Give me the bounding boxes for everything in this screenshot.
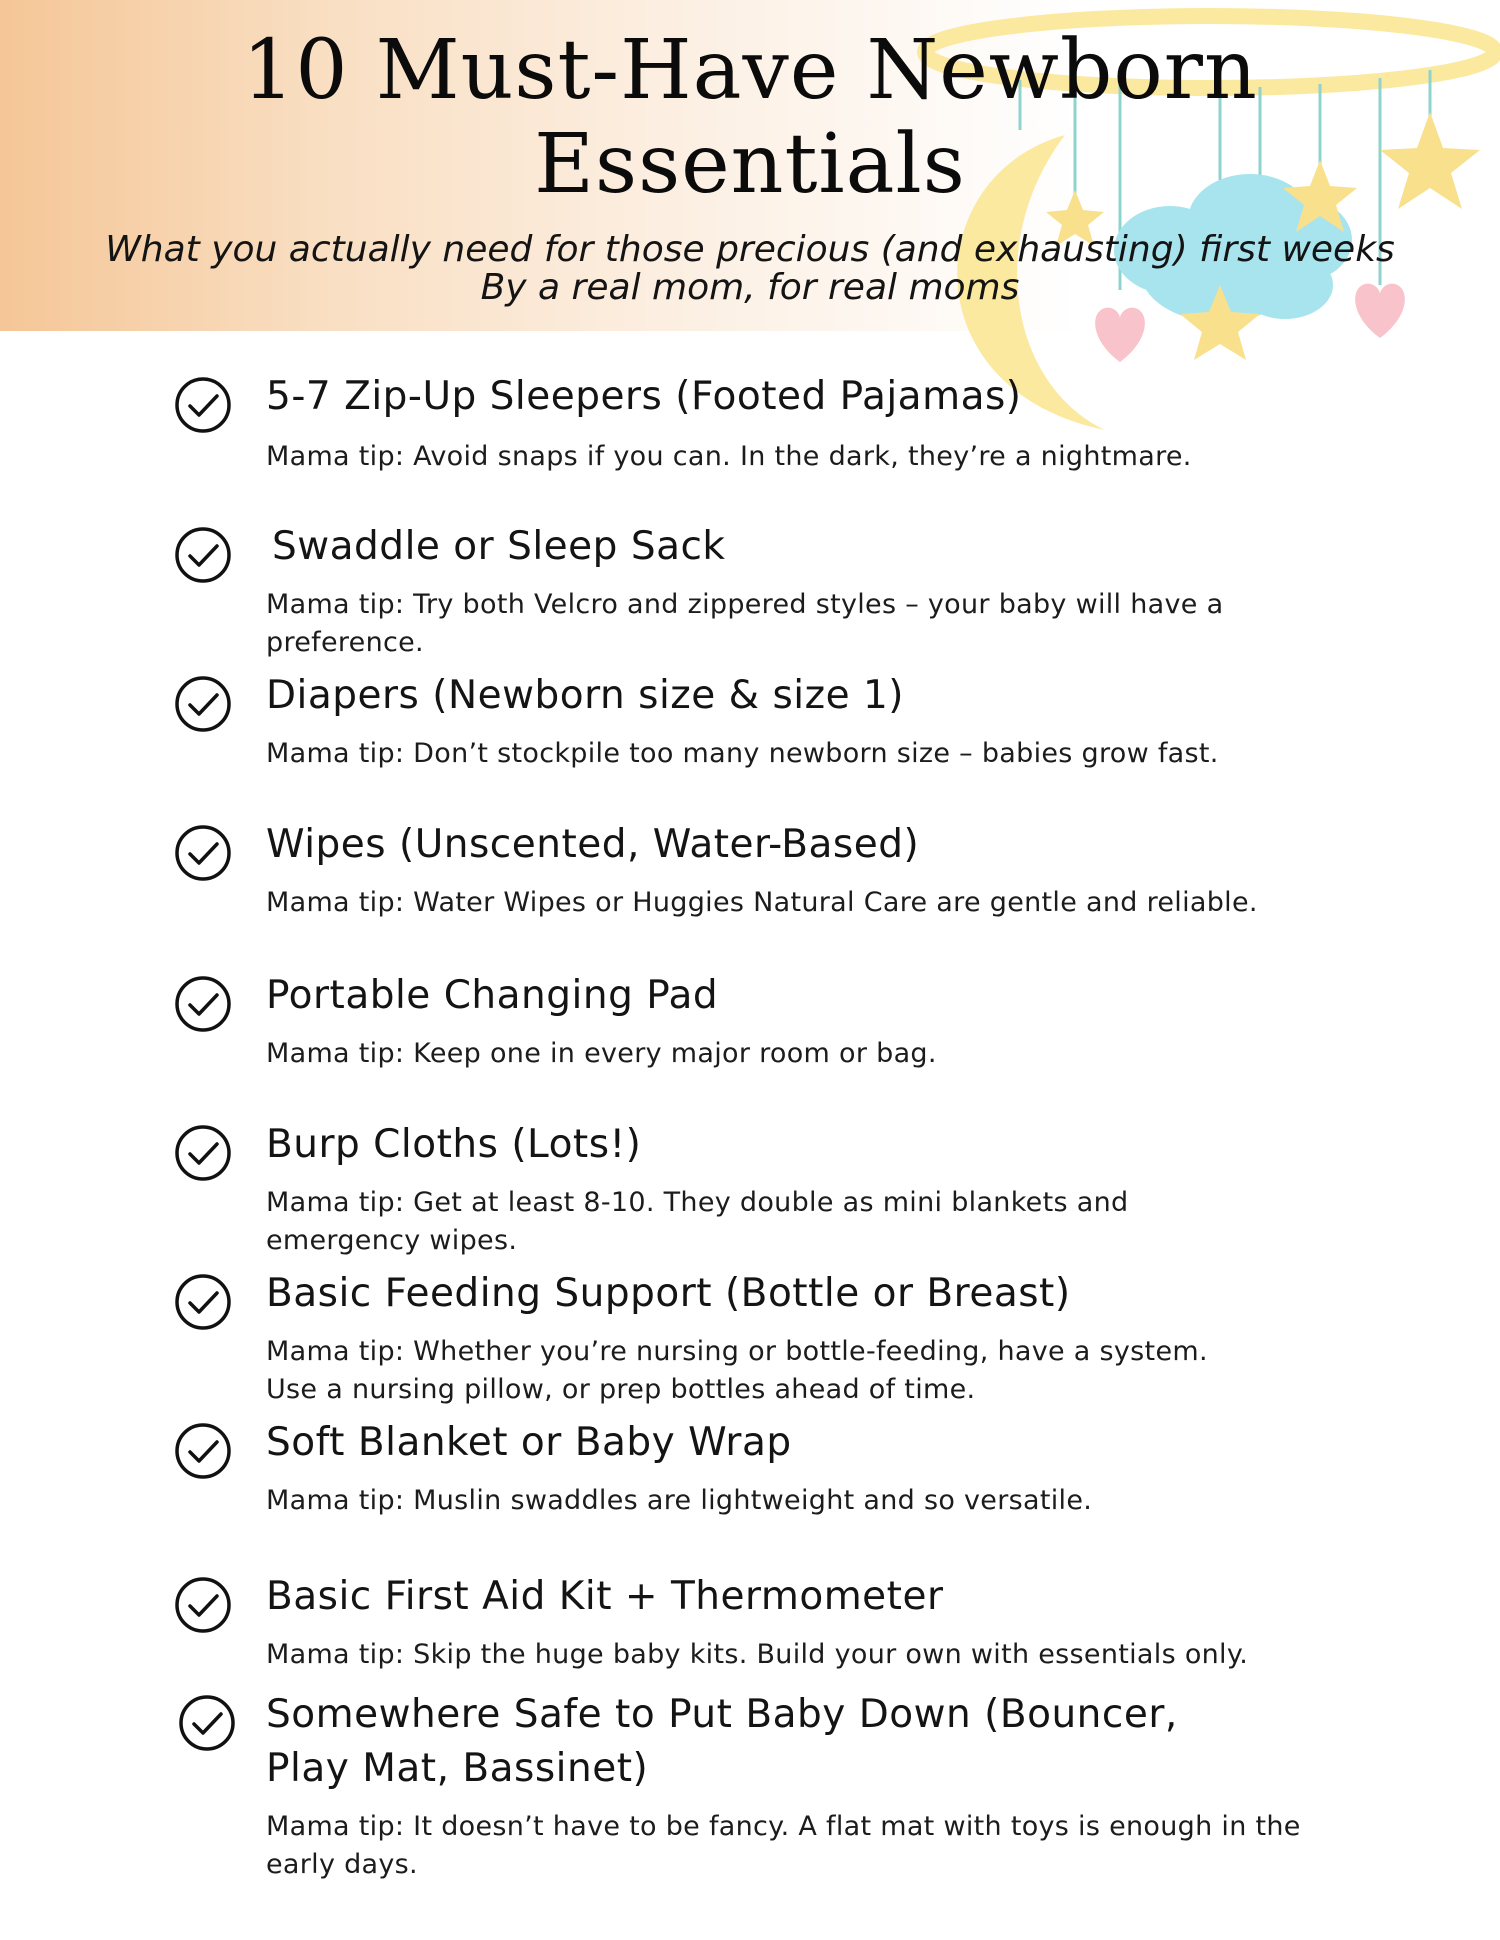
check-circle-icon	[174, 526, 232, 584]
item-title: Portable Changing Pad	[266, 973, 719, 1018]
page-title-line2: Essentials	[534, 117, 966, 212]
item-title: Soft Blanket or Baby Wrap	[266, 1420, 792, 1465]
item-title: 5-7 Zip-Up Sleepers (Footed Pajamas)	[266, 374, 1022, 419]
item-title: Swaddle or Sleep Sack	[272, 524, 726, 569]
item-tip: Mama tip: Don’t stockpile too many newborn size – babies grow fast.	[266, 738, 1219, 769]
item-title: Diapers (Newborn size & size 1)	[266, 673, 904, 718]
item-tip: Mama tip: Keep one in every major room or bag.	[266, 1038, 937, 1069]
check-circle-icon	[174, 1124, 232, 1182]
item-tip: Mama tip: Water Wipes or Huggies Natural Care are gentle and reliable.	[266, 887, 1258, 918]
item-tip: Mama tip: It doesn’t have to be fancy. A flat mat with toys is enough in the early days.	[266, 1811, 1301, 1880]
page-title	[0, 24, 1500, 212]
item-title: Basic First Aid Kit + Thermometer	[266, 1574, 944, 1619]
item-title: Somewhere Safe to Put Baby Down (Bouncer, Play Mat, Bassinet)	[266, 1692, 1178, 1791]
check-circle-icon	[174, 975, 232, 1033]
item-tip: Mama tip: Get at least 8-10. They double as mini blankets and emergency wipes.	[266, 1187, 1129, 1256]
check-circle-icon	[174, 1422, 232, 1480]
item-title: Burp Cloths (Lots!)	[266, 1122, 642, 1167]
item-tip: Mama tip: Try both Velcro and zippered styles – your baby will have a preference.	[266, 589, 1224, 658]
check-circle-icon	[174, 1273, 232, 1331]
item-title: Wipes (Unscented, Water-Based)	[266, 822, 920, 867]
item-tip: Mama tip: Skip the huge baby kits. Build your own with essentials only.	[266, 1639, 1249, 1670]
item-tip: Mama tip: Avoid snaps if you can. In the dark, they’re a nightmare.	[266, 441, 1192, 472]
page-title-line1: 10 Must-Have Newborn	[242, 23, 1258, 118]
check-circle-icon	[174, 376, 232, 434]
item-tip: Mama tip: Muslin swaddles are lightweight and so versatile.	[266, 1485, 1093, 1516]
check-circle-icon	[174, 824, 232, 882]
page-subtitle: What you actually need for those precious (and exhausting) first weeks	[105, 229, 1395, 270]
item-tip: Mama tip: Whether you’re nursing or bottle-feeding, have a system. Use a nursing pillow, or prep bottles ahead of time.	[266, 1336, 1208, 1405]
check-circle-icon	[174, 1576, 232, 1634]
item-title: Basic Feeding Support (Bottle or Breast)	[266, 1271, 1071, 1316]
page-byline: By a real mom, for real moms	[480, 267, 1020, 308]
check-circle-icon	[174, 675, 232, 733]
check-circle-icon	[178, 1694, 236, 1752]
